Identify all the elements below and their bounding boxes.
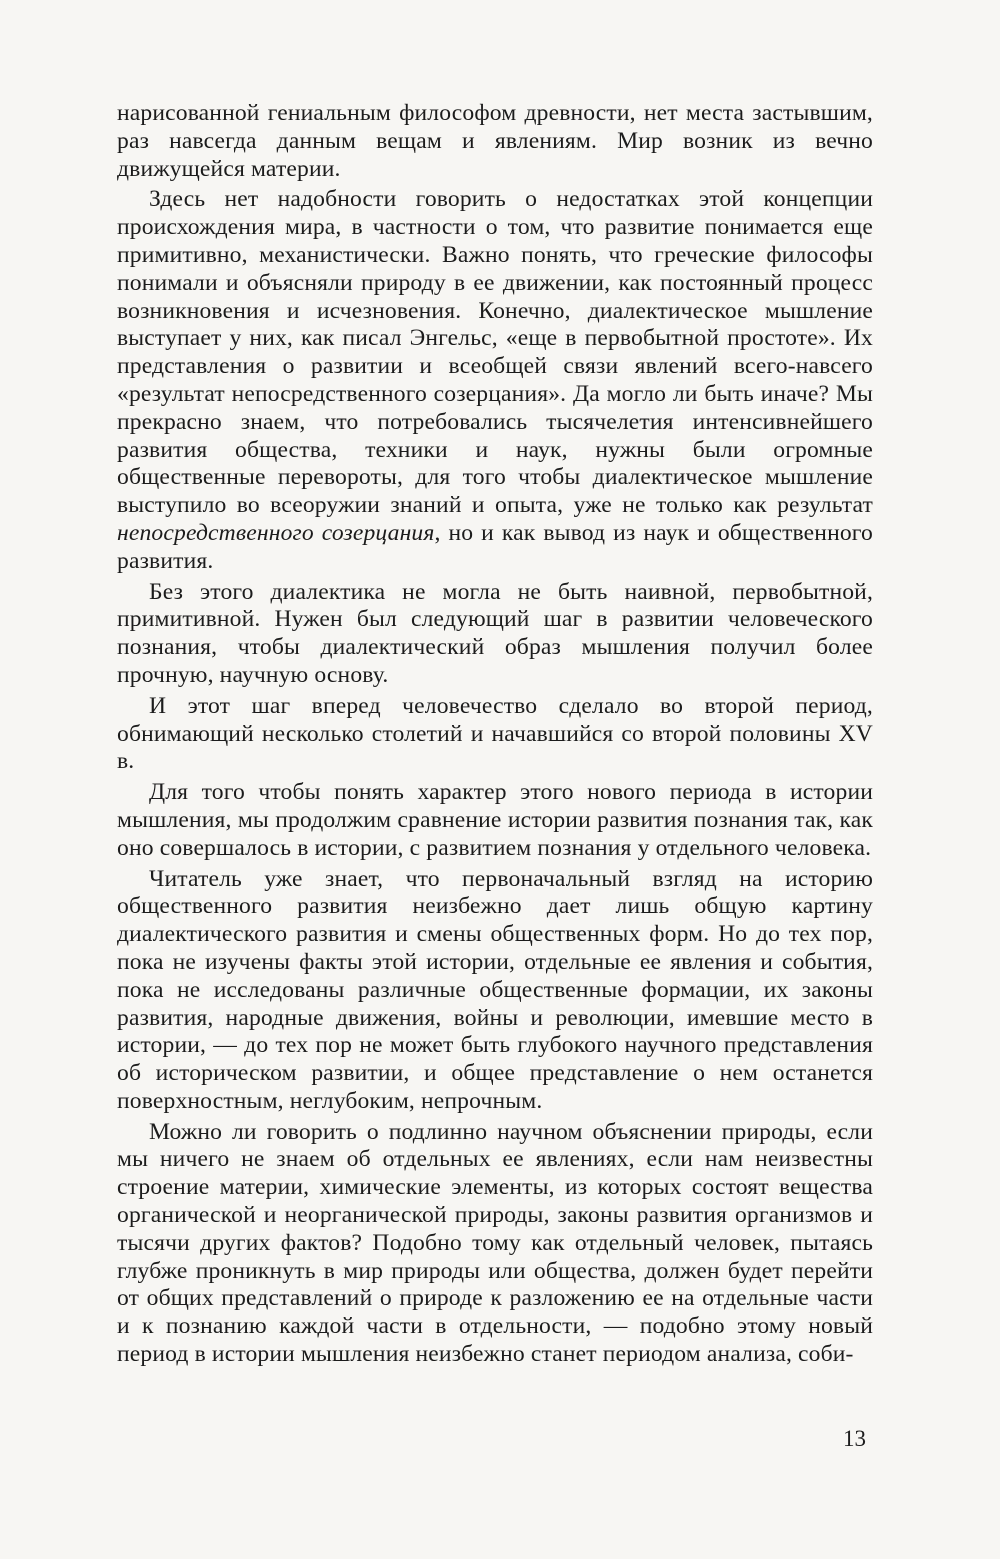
paragraph — [117, 779, 873, 862]
text-run: Читатель уже знает, что первоначальный взгляд на историю общественного развития неизбежно дает лишь общую картину диалектического развития и смены общественных форм. Но до тех пор, пока не изучены факты этой истории, отдельные ее явления и события, пока не исследованы различные общественные формации, их законы развития, народные движения, войны и революции, имевшие место в истории, — до тех пор не может быть глубокого научного представления об историческом развитии, и общее представление о нем останется поверхностным, неглубоким, непрочным. — [117, 865, 873, 1114]
text-run: , но и как вывод из наук и общественного развития. — [117, 519, 873, 574]
page-number: 13 — [843, 1426, 866, 1451]
paragraph — [117, 579, 873, 690]
text-run: И этот шаг вперед человечество сделало во второй период, обнимающий несколько столетий и начавшийся со второй половины XV в. — [117, 692, 873, 775]
text-run: Для того чтобы понять характер этого нового периода в истории мышления, мы продолжим сравнение истории развития познания так, как оно совершалось в истории, с развитием познания у отдельного человека. — [117, 779, 873, 861]
paragraph — [117, 693, 873, 776]
italic-phrase: непосредственного созерцания — [117, 519, 435, 546]
paragraph — [117, 1119, 873, 1369]
text-run: нарисованной гениальным философом древности, нет места застывшим, раз навсегда данным вещам и явлениям. Мир возник из вечно движущейся материи. — [117, 100, 873, 182]
text-run: Здесь нет надобности говорить о недостатках этой концепции происхождения мира, в частности о том, что развитие понимается еще примитивно, механистически. Важно понять, что греческие философы понимали и объясняли природу в ее движении, как постоянный процесс возникновения и исчезновения. Конечно, диалектическое мышление выступает у них, как писал Энгельс, «еще в первобытной простоте». Их представления о развитии и всеобщей связи явлений всего-навсего «результат непосредственного созерцания». Да могло ли быть иначе? Мы прекрасно знаем, что потребовались тысячелетия интенсивнейшего развития общества, техники и наук, нужны были огромные общественные перевороты, для того чтобы диалектическое мышление выступило во всеоружии знаний и опыта, уже не только как результат — [117, 186, 873, 519]
paragraph — [117, 100, 873, 183]
text-run: Без этого диалектика не могла не быть наивной, первобытной, примитивной. Нужен был следующий шаг в развитии человеческого познания, чтобы диалектический образ мышления получил более прочную, научную основу. — [117, 578, 873, 688]
page-body-text — [117, 100, 873, 1372]
paragraph — [117, 866, 873, 1116]
paragraph — [117, 186, 873, 575]
text-run: Можно ли говорить о подлинно научном объяснении природы, если мы ничего не знаем об отдельных ее явлениях, если нам неизвестны строение материи, химические элементы, из которых состоят вещества органической и неорганической природы, законы развития организмов и тысячи других фактов? Подобно тому как отдельный человек, пытаясь глубже проникнуть в мир природы или общества, должен будет перейти от общих представлений о природе к разложению ее на отдельные части и к познанию каждой части в отдельности, — подобно этому новый период в истории мышления неизбежно станет периодом анализа, соби- — [117, 1118, 873, 1368]
